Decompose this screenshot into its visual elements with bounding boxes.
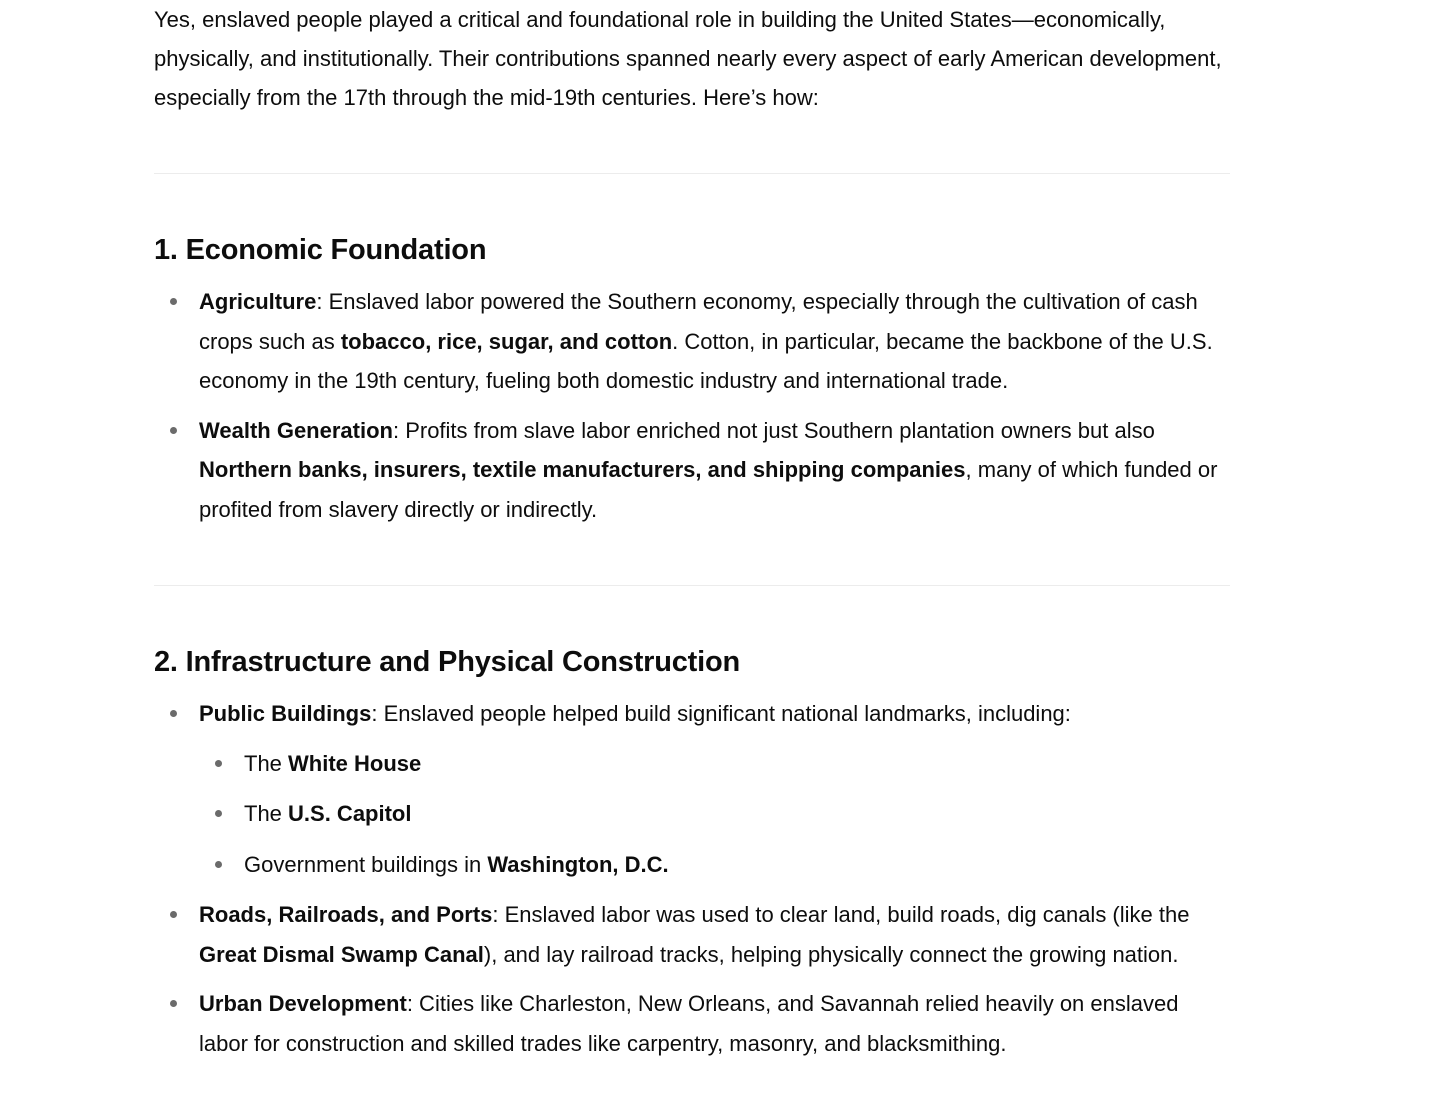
item-bold: Northern banks, insurers, textile manufacturers, and shipping companies — [199, 457, 966, 482]
section-heading-economic: 1. Economic Foundation — [154, 234, 487, 266]
item-term: Public Buildings — [199, 701, 372, 726]
section-heading-infrastructure: 2. Infrastructure and Physical Construction — [154, 646, 741, 678]
item-text: : Enslaved labor powered the Southern economy, especially through the cultivation of cash crops such as — [199, 289, 1198, 354]
item-bold: U.S. Capitol — [288, 801, 412, 826]
sublist-item-white-house — [199, 744, 1230, 784]
item-text: ), and lay railroad tracks, helping physically connect the growing nation. — [483, 941, 1179, 967]
item-text: The — [244, 750, 289, 776]
item-text: Government buildings in — [244, 851, 488, 877]
item-term: Roads, Railroads, and Ports — [199, 902, 493, 927]
list-item-wealth-generation — [154, 411, 1230, 530]
bullet-icon — [170, 1000, 177, 1007]
sublist-item-washington — [199, 845, 1230, 885]
economic-list — [154, 282, 1230, 529]
list-item-roads-railroads — [154, 895, 1230, 974]
item-text: . Cotton, in particular, became the backbone of the U.S. economy in the 19th century, fueling both domestic industry and international trade. — [199, 328, 1213, 393]
intro-paragraph: Yes, enslaved people played a critical and foundational role in building the United States—economically, physically, and institutionally. Their contributions spanned nearly every aspect of early American development, especially from the 17th through the mid-19th centuries. Here’s how: — [154, 7, 1222, 110]
item-text: , many of which funded or profited from slavery directly or indirectly. — [199, 457, 1218, 522]
item-bold: tobacco, rice, sugar, and cotton — [340, 328, 673, 354]
bullet-icon — [170, 911, 177, 918]
item-bold: Washington, D.C. — [487, 851, 669, 877]
bullet-icon — [170, 710, 177, 717]
item-text: : Enslaved labor was used to clear land, build roads, dig canals (like the — [492, 902, 1190, 927]
bullet-icon — [170, 298, 177, 305]
landmarks-sublist — [199, 744, 1230, 885]
bullet-icon — [215, 861, 222, 868]
list-item-agriculture — [154, 282, 1230, 401]
item-text: : Cities like Charleston, New Orleans, and Savannah relied heavily on enslaved labor for construction and skilled trades like carpentry, masonry, and blacksmithing. — [199, 991, 1179, 1056]
item-text: : Profits from slave labor enriched not just Southern plantation owners but also — [392, 417, 1155, 443]
list-item-urban-development — [154, 984, 1230, 1063]
item-term: Urban Development — [199, 991, 407, 1016]
sublist-item-capitol — [199, 794, 1230, 834]
item-text: : Enslaved people helped build significant national landmarks, including: — [371, 701, 1071, 726]
item-bold: White House — [288, 750, 422, 776]
item-term: Agriculture — [199, 289, 317, 314]
item-bold: Great Dismal Swamp Canal — [199, 941, 484, 967]
bullet-icon — [170, 427, 177, 434]
infrastructure-list — [154, 694, 1230, 1063]
item-text: The — [244, 801, 289, 826]
list-item-public-buildings — [154, 694, 1230, 884]
chat-response — [154, 0, 1230, 1063]
bullet-icon — [215, 810, 222, 817]
bullet-icon — [215, 760, 222, 767]
item-term: Wealth Generation — [199, 417, 393, 443]
